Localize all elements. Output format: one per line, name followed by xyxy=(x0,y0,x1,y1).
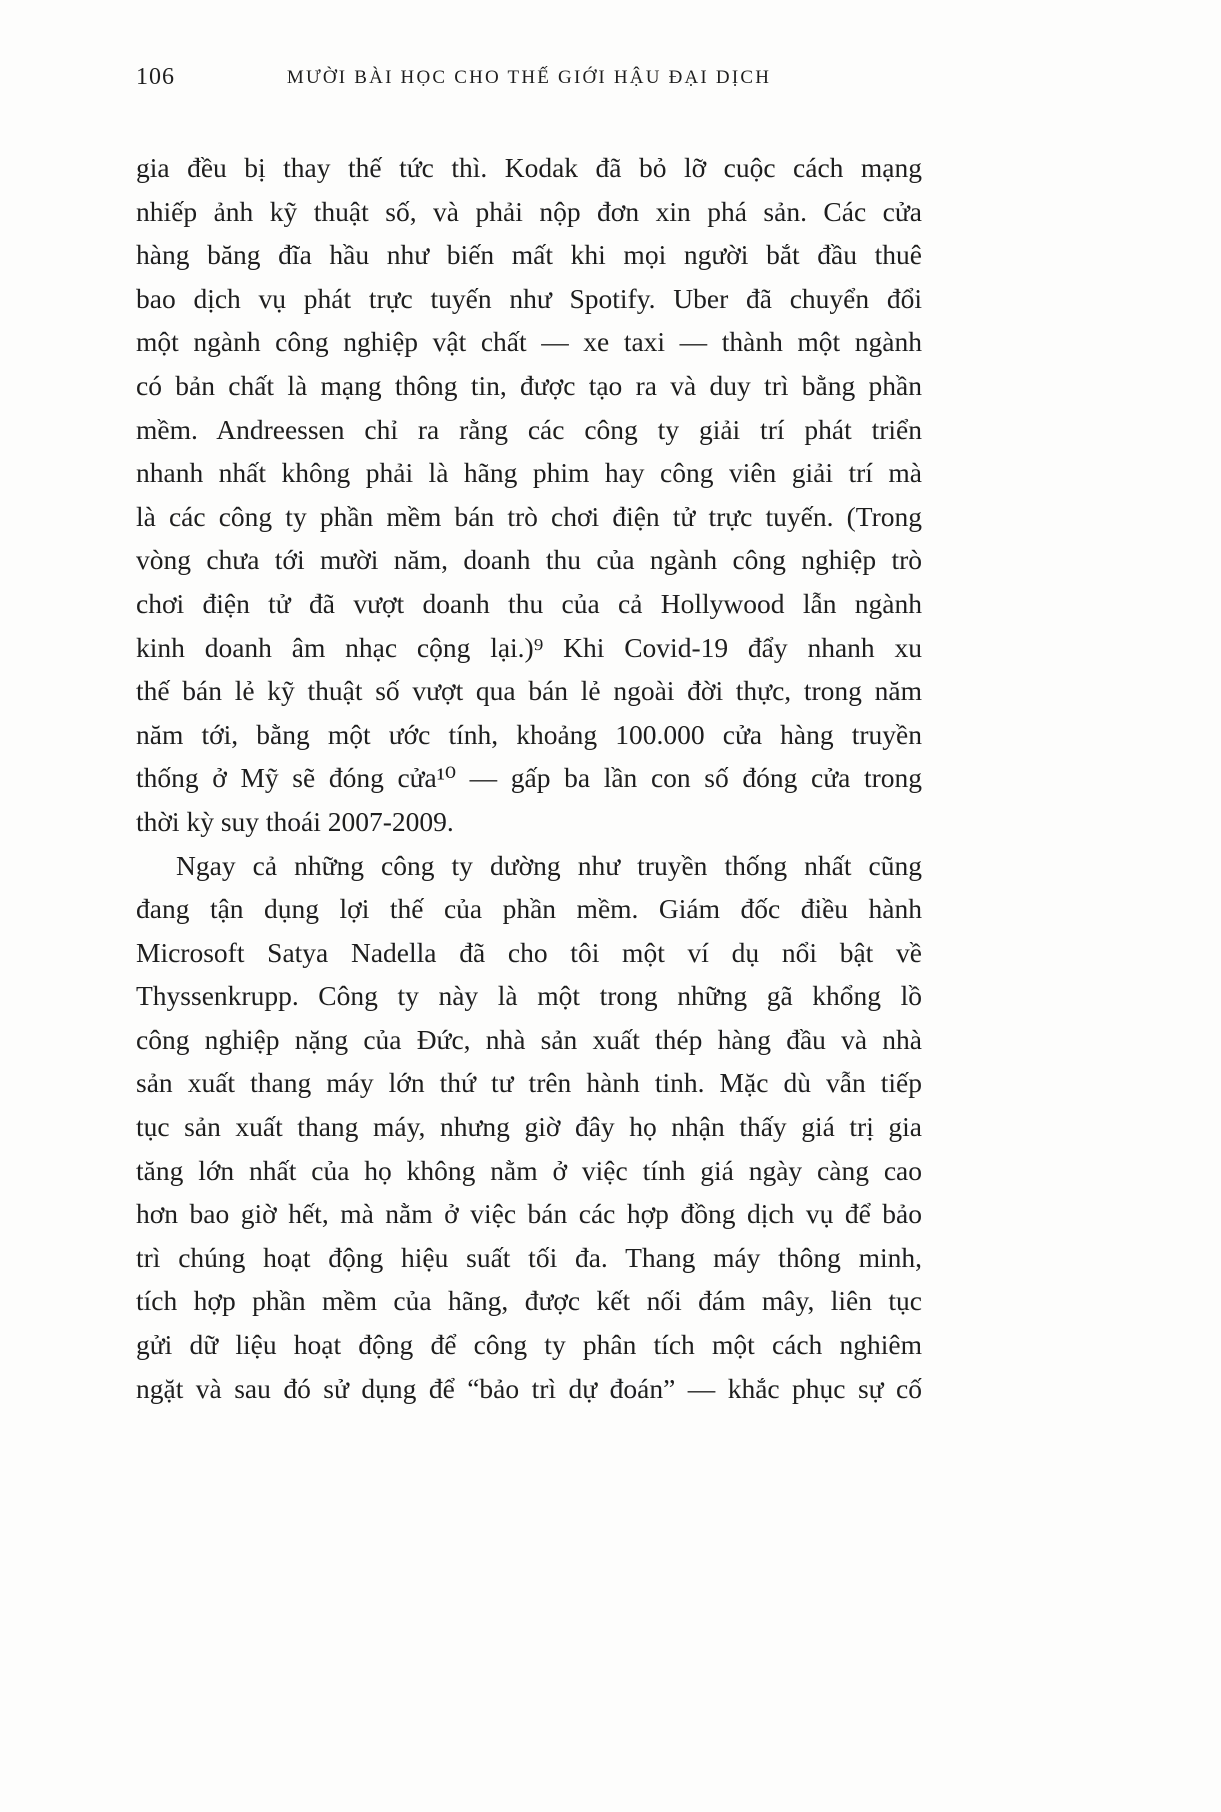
text-line: có bản chất là mạng thông tin, được tạo ra và duy trì bằng phần xyxy=(136,369,922,401)
text-line: Thyssenkrupp. Công ty này là một trong những gã khổng lồ xyxy=(136,980,922,1012)
text-line: nhanh nhất không phải là hãng phim hay công viên giải trí mà xyxy=(136,457,922,489)
page-number: 106 xyxy=(136,64,175,90)
running-title: MƯỜI BÀI HỌC CHO THẾ GIỚI HẬU ĐẠI DỊCH xyxy=(286,67,772,88)
text-line: là các công ty phần mềm bán trò chơi điện tử trực tuyến. (Trong xyxy=(136,500,922,532)
text-line: một ngành công nghiệp vật chất — xe taxi — thành một ngành xyxy=(136,326,922,358)
paragraph xyxy=(136,844,922,1411)
text-line: thống ở Mỹ sẽ đóng cửa¹⁰ — gấp ba lần con số đóng cửa trong xyxy=(136,762,922,794)
text-line: gia đều bị thay thế tức thì. Kodak đã bỏ lỡ cuộc cách mạng xyxy=(136,152,922,183)
text-line: tục sản xuất thang máy, nhưng giờ đây họ nhận thấy giá trị gia xyxy=(136,1111,922,1143)
paragraph xyxy=(136,146,922,844)
text-line: thời kỳ suy thoái 2007-2009. xyxy=(136,805,454,837)
text-line: tăng lớn nhất của họ không nằm ở việc tính giá ngày càng cao xyxy=(136,1154,922,1186)
text-line: đang tận dụng lợi thế của phần mềm. Giám đốc điều hành xyxy=(136,893,922,925)
text-line: năm tới, bằng một ước tính, khoảng 100.000 cửa hàng truyền xyxy=(136,718,922,750)
text-line: công nghiệp nặng của Đức, nhà sản xuất thép hàng đầu và nhà xyxy=(136,1023,922,1055)
text-line: Microsoft Satya Nadella đã cho tôi một ví dụ nổi bật về xyxy=(136,936,922,968)
page-text xyxy=(136,146,922,1410)
text-line: hơn bao giờ hết, mà nằm ở việc bán các hợp đồng dịch vụ để bảo xyxy=(136,1198,922,1230)
text-line: nhiếp ảnh kỹ thuật số, và phải nộp đơn xin phá sản. Các cửa xyxy=(136,195,922,227)
text-line: chơi điện tử đã vượt doanh thu của cả Hollywood lẫn ngành xyxy=(136,587,922,619)
text-line: mềm. Andreessen chỉ ra rằng các công ty giải trí phát triển xyxy=(136,413,922,445)
text-line: hàng băng đĩa hầu như biến mất khi mọi người bắt đầu thuê xyxy=(136,239,922,271)
text-line: sản xuất thang máy lớn thứ tư trên hành tinh. Mặc dù vẫn tiếp xyxy=(136,1067,922,1099)
text-line: trì chúng hoạt động hiệu suất tối đa. Thang máy thông minh, xyxy=(136,1241,922,1273)
text-line: bao dịch vụ phát trực tuyến như Spotify. Uber đã chuyển đổi xyxy=(136,282,922,314)
text-line: vòng chưa tới mười năm, doanh thu của ngành công nghiệp trò xyxy=(136,544,922,576)
text-line: ngặt và sau đó sử dụng để “bảo trì dự đoán” — khắc phục sự cố xyxy=(136,1372,922,1404)
running-header xyxy=(136,62,922,96)
text-line: kinh doanh âm nhạc cộng lại.)⁹ Khi Covid-19 đẩy nhanh xu xyxy=(136,631,922,663)
text-line: Ngay cả những công ty dường như truyền thống nhất cũng xyxy=(176,849,922,881)
text-line: thế bán lẻ kỹ thuật số vượt qua bán lẻ ngoài đời thực, trong năm xyxy=(136,675,922,707)
text-line: gửi dữ liệu hoạt động để công ty phân tích một cách nghiêm xyxy=(136,1329,922,1361)
text-line: tích hợp phần mềm của hãng, được kết nối đám mây, liên tục xyxy=(136,1285,922,1317)
